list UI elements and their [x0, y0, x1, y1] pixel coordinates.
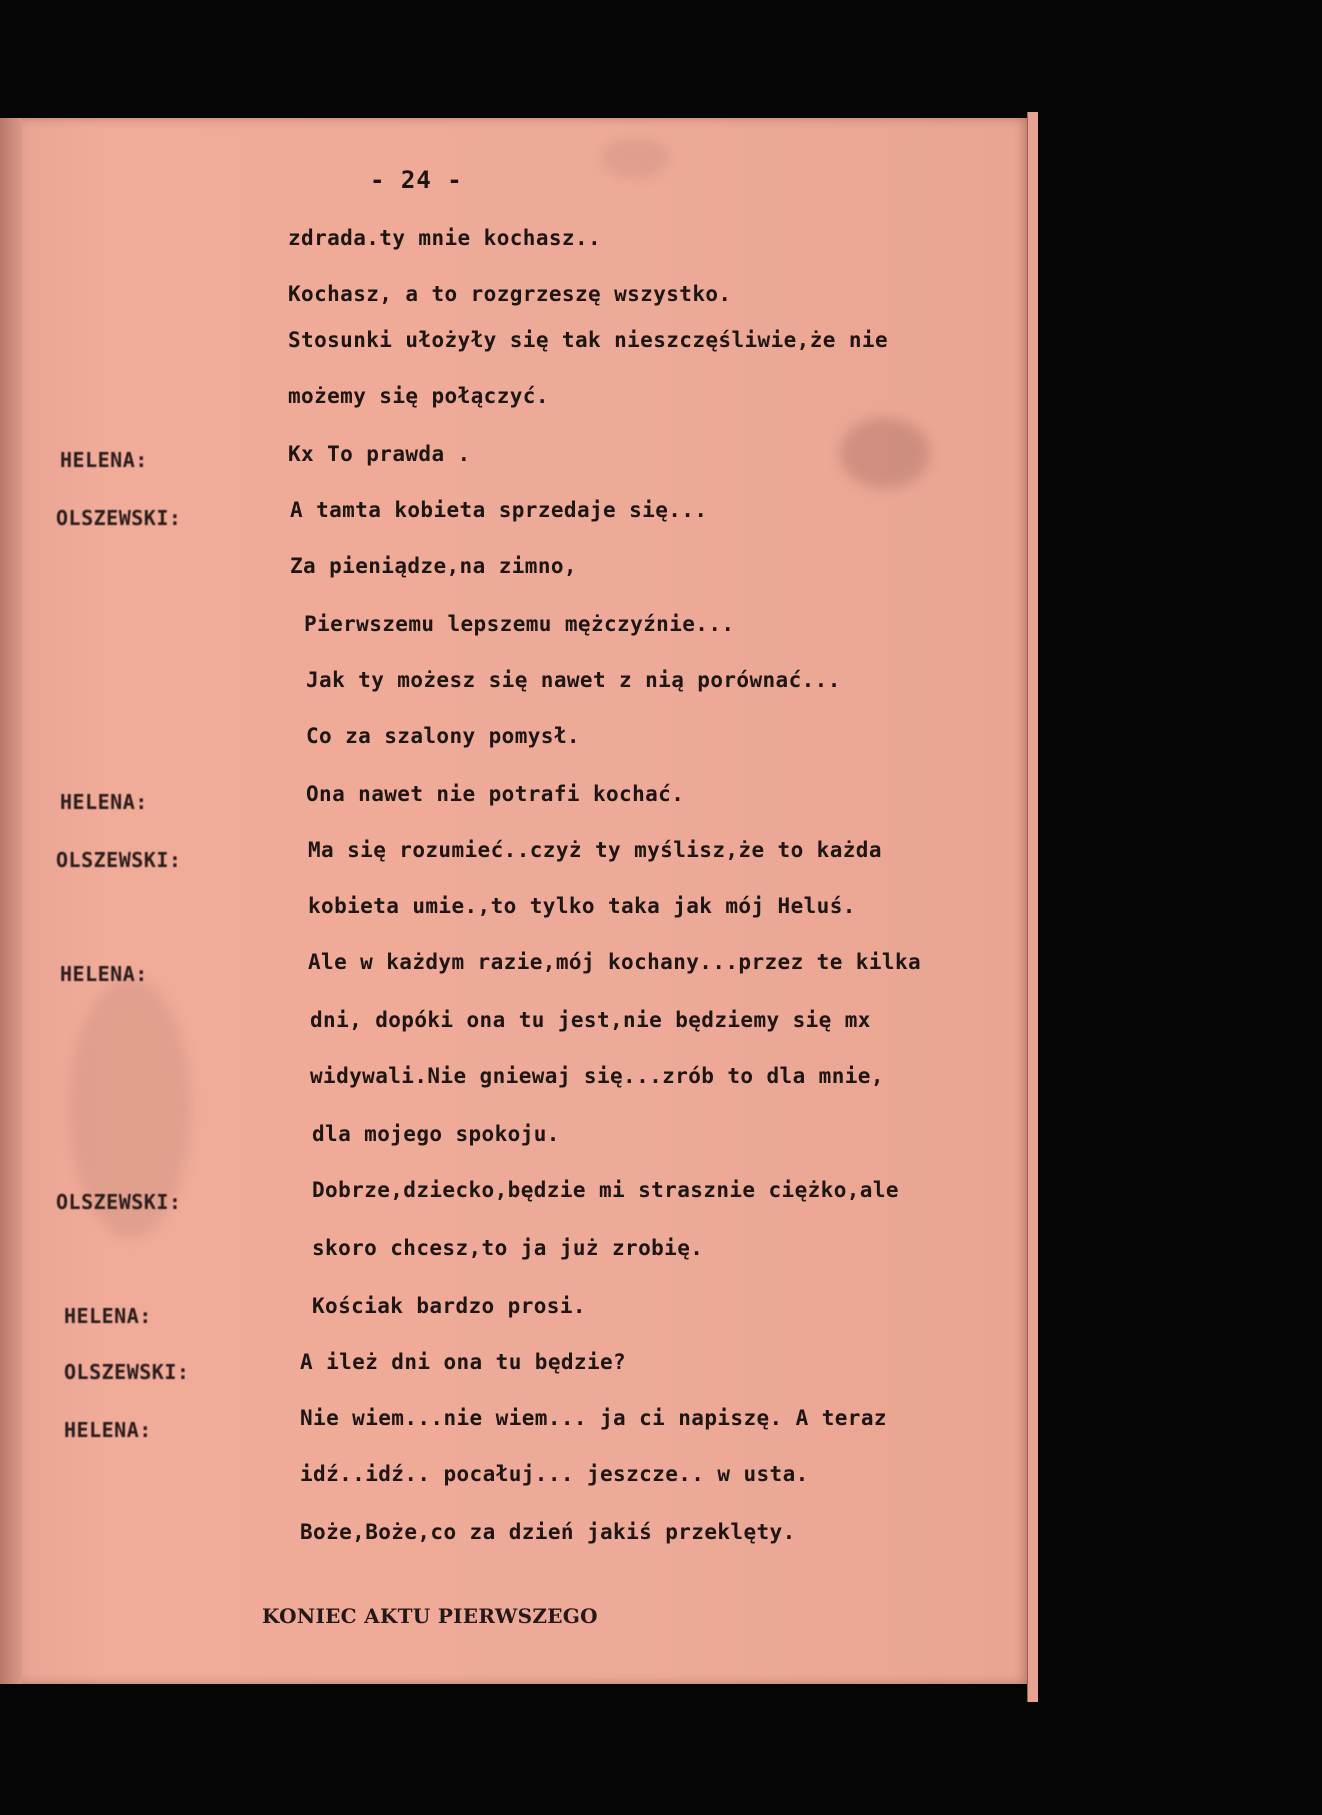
speaker-name: OLSZEWSKI:	[56, 1190, 182, 1214]
dialogue-line: kobieta umie.,to tylko taka jak mój Heluś.	[308, 894, 856, 918]
ink-smudge	[600, 138, 670, 178]
dialogue-line: możemy się połączyć.	[288, 384, 549, 408]
speaker-name: HELENA:	[60, 790, 148, 814]
binding-gutter	[0, 118, 22, 1684]
dialogue-line: Kościak bardzo prosi.	[312, 1294, 586, 1318]
page-number: - 24 -	[370, 166, 463, 194]
dialogue-line: Kochasz, a to rozgrzeszę wszystko.	[288, 282, 732, 306]
dialogue-line: Jak ty możesz się nawet z nią porównać...	[306, 668, 841, 692]
speaker-name: OLSZEWSKI:	[56, 848, 182, 872]
page-edge	[1027, 112, 1038, 1702]
dialogue-line: Ale w każdym razie,mój kochany...przez te kilka	[308, 950, 922, 974]
speaker-name: HELENA:	[60, 962, 148, 986]
dialogue-line: Ona nawet nie potrafi kochać.	[306, 782, 685, 806]
speaker-name: HELENA:	[64, 1304, 152, 1328]
dialogue-line: zdrada.ty mnie kochasz..	[288, 226, 602, 250]
dialogue-line: Boże,Boże,co za dzień jakiś przeklęty.	[300, 1520, 796, 1544]
dialogue-line: Za pieniądze,na zimno,	[290, 554, 577, 578]
dialogue-line: Nie wiem...nie wiem... ja ci napiszę. A teraz	[300, 1406, 887, 1430]
speaker-name: HELENA:	[64, 1418, 152, 1442]
speaker-name: OLSZEWSKI:	[56, 506, 182, 530]
dialogue-line: A tamta kobieta sprzedaje się...	[290, 498, 708, 522]
ink-smudge	[840, 418, 930, 488]
dialogue-line: Co za szalony pomysł.	[306, 724, 580, 748]
dialogue-line: Kx To prawda .	[288, 442, 471, 466]
dialogue-line: dni, dopóki ona tu jest,nie będziemy się mx	[310, 1008, 871, 1032]
dialogue-line: Dobrze,dziecko,będzie mi strasznie ciężko,ale	[312, 1178, 899, 1202]
typescript-page	[0, 118, 1030, 1684]
dialogue-line: Pierwszemu lepszemu mężczyźnie...	[304, 612, 735, 636]
dialogue-line: skoro chcesz,to ja już zrobię.	[312, 1236, 704, 1260]
act-ending-note: KONIEC AKTU PIERWSZEGO	[262, 1604, 598, 1628]
dialogue-line: idź..idź.. pocałuj... jeszcze.. w usta.	[300, 1462, 809, 1486]
speaker-name: OLSZEWSKI:	[64, 1360, 190, 1384]
dialogue-line: widywali.Nie gniewaj się...zrób to dla mnie,	[310, 1064, 884, 1088]
dialogue-line: Stosunki ułożyły się tak nieszczęśliwie,że nie	[288, 328, 888, 352]
dialogue-line: dla mojego spokoju.	[312, 1122, 560, 1146]
speaker-name: HELENA:	[60, 448, 148, 472]
dialogue-line: Ma się rozumieć..czyż ty myślisz,że to każda	[308, 838, 882, 862]
dialogue-line: A ileż dni ona tu będzie?	[300, 1350, 627, 1374]
